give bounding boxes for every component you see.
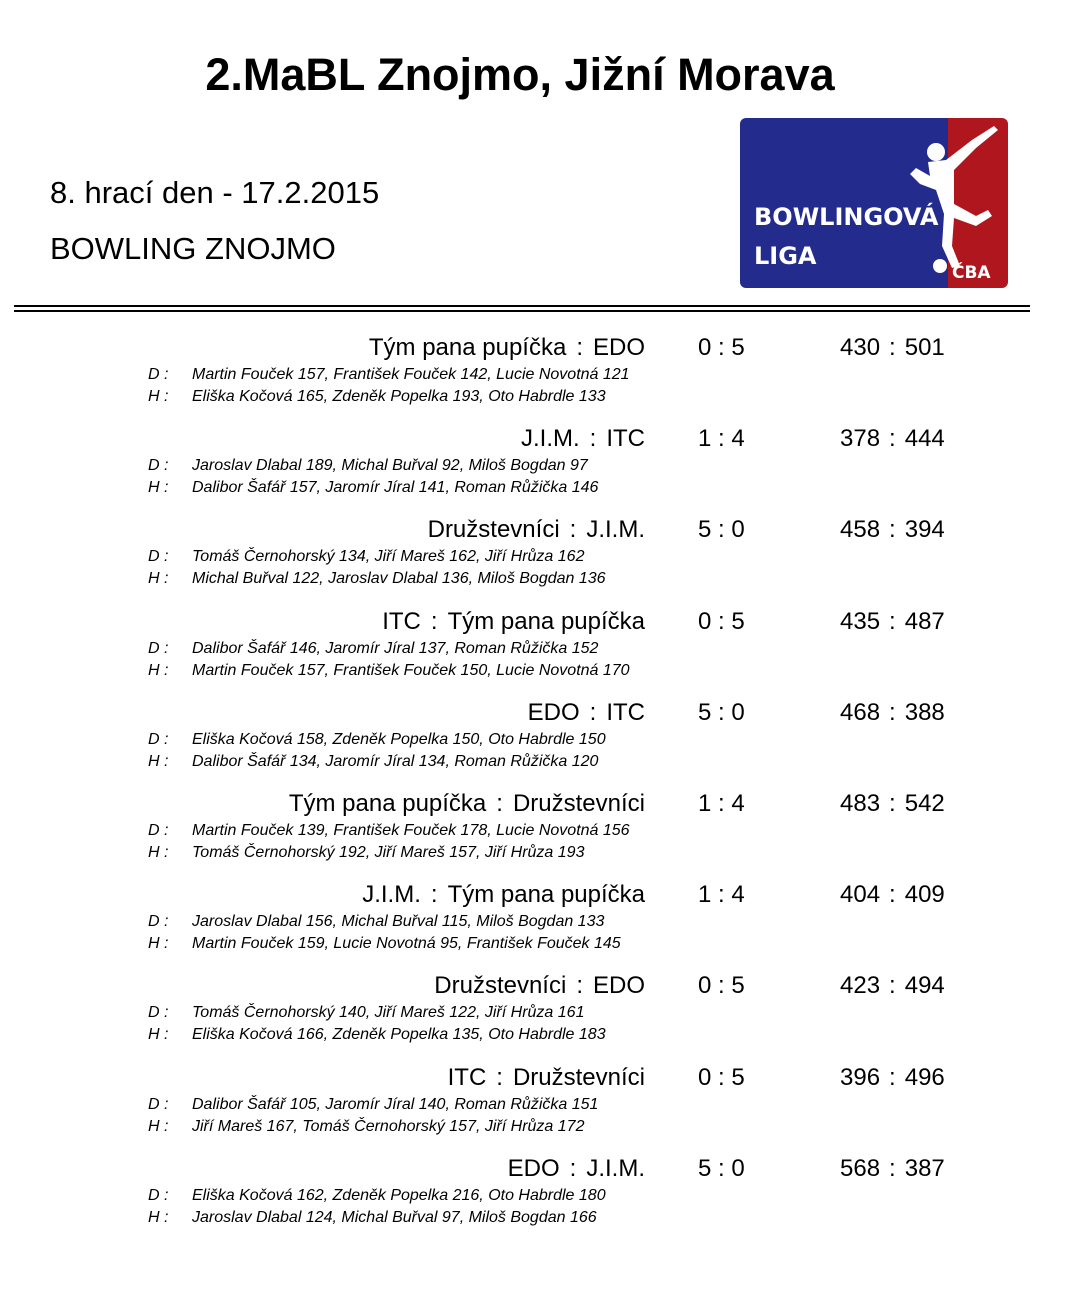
- home-pins: 423: [840, 972, 881, 999]
- away-label: H :: [148, 1118, 169, 1135]
- home-pins: 430: [840, 334, 881, 361]
- match-teams: [508, 1154, 645, 1184]
- home-players: Tomáš Černohorský 140, Jiří Mareš 122, Jiří Hrůza 161: [192, 1004, 585, 1021]
- match-row: [0, 789, 1081, 879]
- logo-badge-text: ČBA: [952, 263, 991, 283]
- match-row: [0, 424, 1081, 514]
- bowling-league-logo: [740, 118, 1008, 288]
- home-label: D :: [148, 1187, 169, 1204]
- home-team-name: Družstevníci: [434, 972, 567, 999]
- match-row: [0, 1154, 1081, 1244]
- team-separator: :: [589, 425, 597, 452]
- home-pins: 458: [840, 516, 881, 543]
- home-team-name: EDO: [507, 1155, 560, 1182]
- team-separator: :: [576, 972, 583, 999]
- pin-totals: [840, 424, 945, 454]
- home-players: Tomáš Černohorský 134, Jiří Mareš 162, Jiří Hrůza 162: [192, 548, 585, 565]
- home-label: D :: [148, 1096, 169, 1113]
- match-row: [0, 880, 1081, 970]
- away-pins: 501: [904, 334, 945, 361]
- match-teams: [289, 789, 645, 819]
- pins-separator: :: [889, 881, 896, 908]
- away-pins: 394: [904, 516, 945, 543]
- home-label: D :: [148, 822, 169, 839]
- team-separator: :: [430, 881, 438, 908]
- away-players: Martin Fouček 157, František Fouček 150, Lucie Novotná 170: [192, 662, 630, 679]
- match-teams: [369, 333, 645, 363]
- pin-totals: [840, 698, 945, 728]
- header-divider: [14, 305, 1030, 307]
- home-pins: 378: [840, 425, 881, 452]
- pin-totals: [840, 515, 945, 545]
- away-pins: 388: [904, 699, 945, 726]
- home-label: D :: [148, 548, 169, 565]
- team-separator: :: [569, 516, 577, 543]
- home-players: Dalibor Šafář 146, Jaromír Jíral 137, Roman Růžička 152: [192, 640, 599, 657]
- away-label: H :: [148, 479, 169, 496]
- pins-separator: :: [889, 516, 896, 543]
- team-separator: :: [430, 608, 438, 635]
- team-separator: :: [569, 1155, 577, 1182]
- pins-separator: :: [889, 972, 896, 999]
- away-players: Martin Fouček 159, Lucie Novotná 95, František Fouček 145: [192, 935, 621, 952]
- pin-totals: [840, 333, 945, 363]
- away-pins: 444: [904, 425, 945, 452]
- match-result: 0 : 5: [698, 334, 745, 361]
- match-row: [0, 971, 1081, 1061]
- match-row: [0, 515, 1081, 605]
- home-players: Dalibor Šafář 105, Jaromír Jíral 140, Roman Růžička 151: [192, 1096, 599, 1113]
- home-label: D :: [148, 366, 169, 383]
- match-result: 1 : 4: [698, 425, 745, 452]
- away-players: Dalibor Šafář 157, Jaromír Jíral 141, Roman Růžička 146: [192, 479, 599, 496]
- home-players: Eliška Kočová 162, Zdeněk Popelka 216, Oto Habrdle 180: [192, 1187, 606, 1204]
- match-row: [0, 1063, 1081, 1153]
- pin-totals: [840, 789, 945, 819]
- away-players: Jaroslav Dlabal 124, Michal Buřval 97, Miloš Bogdan 166: [192, 1209, 597, 1226]
- home-team-name: Tým pana pupíčka: [368, 334, 567, 361]
- away-team-name: J.I.M.: [586, 516, 645, 543]
- match-result: 0 : 5: [698, 608, 745, 635]
- match-result: 5 : 0: [698, 516, 745, 543]
- away-players: Eliška Kočová 166, Zdeněk Popelka 135, Oto Habrdle 183: [192, 1026, 606, 1043]
- match-teams: [382, 607, 645, 637]
- away-label: H :: [148, 662, 169, 679]
- pin-totals: [840, 1063, 945, 1093]
- away-team-name: Tým pana pupíčka: [447, 881, 645, 908]
- away-label: H :: [148, 570, 169, 587]
- home-team-name: J.I.M.: [520, 425, 580, 452]
- away-team-name: Družstevníci: [512, 790, 645, 817]
- header-divider: [14, 310, 1030, 312]
- away-label: H :: [148, 844, 169, 861]
- home-pins: 404: [840, 881, 881, 908]
- home-pins: 396: [840, 1064, 881, 1091]
- team-separator: :: [496, 790, 503, 817]
- home-players: Jaroslav Dlabal 189, Michal Buřval 92, Miloš Bogdan 97: [192, 457, 588, 474]
- logo-text-line2: LIGA: [754, 242, 817, 270]
- match-teams: [362, 880, 645, 910]
- home-players: Eliška Kočová 158, Zdeněk Popelka 150, Oto Habrdle 150: [192, 731, 606, 748]
- pin-totals: [840, 880, 945, 910]
- pins-separator: :: [889, 608, 896, 635]
- home-team-name: ITC: [382, 608, 421, 635]
- away-team-name: Družstevníci: [512, 1064, 645, 1091]
- away-team-name: ITC: [606, 425, 645, 452]
- home-team-name: EDO: [527, 699, 580, 726]
- team-separator: :: [589, 699, 597, 726]
- away-players: Eliška Kočová 165, Zdeněk Popelka 193, Oto Habrdle 133: [192, 388, 606, 405]
- home-pins: 568: [840, 1155, 881, 1182]
- pins-separator: :: [889, 1155, 896, 1182]
- away-label: H :: [148, 753, 169, 770]
- away-team-name: J.I.M.: [586, 1155, 645, 1182]
- match-teams: [528, 698, 645, 728]
- pins-separator: :: [889, 1064, 896, 1091]
- home-pins: 435: [840, 608, 881, 635]
- home-pins: 468: [840, 699, 881, 726]
- pin-totals: [840, 607, 945, 637]
- home-label: D :: [148, 913, 169, 930]
- home-label: D :: [148, 731, 169, 748]
- match-result: 5 : 0: [698, 1155, 745, 1182]
- home-team-name: ITC: [447, 1064, 487, 1091]
- pins-separator: :: [889, 425, 896, 452]
- match-teams: [428, 515, 645, 545]
- home-team-name: J.I.M.: [362, 881, 421, 908]
- team-separator: :: [576, 334, 583, 361]
- away-label: H :: [148, 935, 169, 952]
- home-pins: 483: [840, 790, 881, 817]
- away-pins: 496: [904, 1064, 945, 1091]
- away-pins: 494: [904, 972, 945, 999]
- logo-text-line1: BOWLINGOVÁ: [754, 203, 939, 231]
- away-label: H :: [148, 1209, 169, 1226]
- team-separator: :: [496, 1064, 503, 1091]
- match-result: 0 : 5: [698, 972, 745, 999]
- away-team-name: EDO: [592, 972, 645, 999]
- away-label: H :: [148, 388, 169, 405]
- pin-totals: [840, 1154, 945, 1184]
- match-result: 1 : 4: [698, 790, 745, 817]
- away-team-name: Tým pana pupíčka: [447, 608, 645, 635]
- away-players: Dalibor Šafář 134, Jaromír Jíral 134, Roman Růžička 120: [192, 753, 599, 770]
- match-row: [0, 607, 1081, 697]
- match-day-date: 8. hrací den - 17.2.2015: [50, 175, 380, 210]
- home-label: D :: [148, 457, 169, 474]
- home-label: D :: [148, 1004, 169, 1021]
- home-players: Martin Fouček 139, František Fouček 178, Lucie Novotná 156: [192, 822, 630, 839]
- pins-separator: :: [889, 790, 896, 817]
- match-teams: [434, 971, 645, 1001]
- away-players: Jiří Mareš 167, Tomáš Černohorský 157, Jiří Hrůza 172: [192, 1118, 585, 1135]
- away-team-name: EDO: [592, 334, 645, 361]
- match-teams: [448, 1063, 645, 1093]
- away-players: Tomáš Černohorský 192, Jiří Mareš 157, Jiří Hrůza 193: [192, 844, 585, 861]
- pins-separator: :: [889, 334, 896, 361]
- pin-totals: [840, 971, 945, 1001]
- away-team-name: ITC: [606, 699, 645, 726]
- pins-separator: :: [889, 699, 896, 726]
- away-players: Michal Buřval 122, Jaroslav Dlabal 136, Miloš Bogdan 136: [192, 570, 606, 587]
- away-pins: 487: [904, 608, 945, 635]
- match-row: [0, 698, 1081, 788]
- home-players: Jaroslav Dlabal 156, Michal Buřval 115, Miloš Bogdan 133: [192, 913, 605, 930]
- away-pins: 387: [904, 1155, 945, 1182]
- venue-name: BOWLING ZNOJMO: [50, 231, 336, 266]
- match-result: 5 : 0: [698, 699, 745, 726]
- home-label: D :: [148, 640, 169, 657]
- match-result: 1 : 4: [698, 881, 745, 908]
- away-pins: 542: [904, 790, 945, 817]
- away-pins: 409: [904, 881, 945, 908]
- match-result: 0 : 5: [698, 1064, 745, 1091]
- match-row: [0, 333, 1081, 423]
- home-players: Martin Fouček 157, František Fouček 142, Lucie Novotná 121: [192, 366, 630, 383]
- home-team-name: Tým pana pupíčka: [288, 790, 487, 817]
- page-title: 2.MaBL Znojmo, Jižní Morava: [205, 49, 835, 100]
- match-teams: [521, 424, 645, 454]
- home-team-name: Družstevníci: [427, 516, 560, 543]
- away-label: H :: [148, 1026, 169, 1043]
